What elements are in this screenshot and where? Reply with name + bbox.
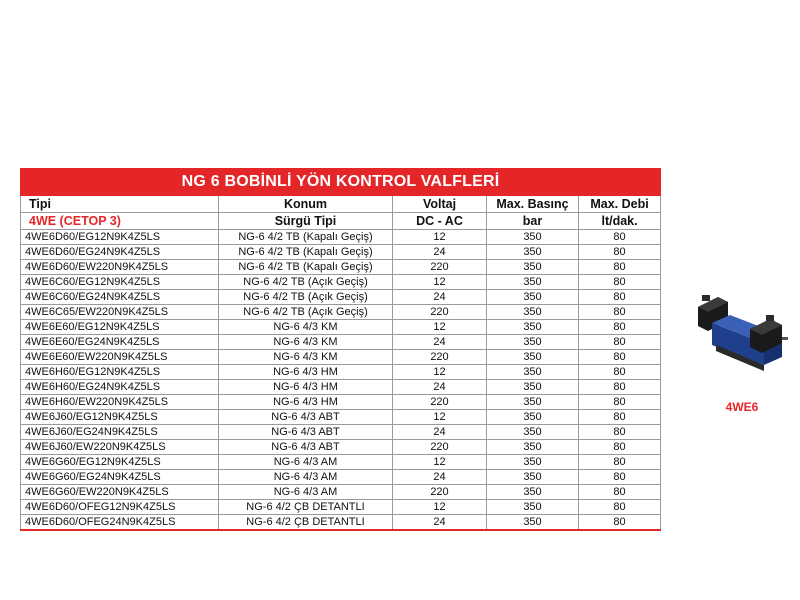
cell-pressure: 350 xyxy=(487,320,579,335)
cell-position: NG-6 4/2 TB (Açık Geçiş) xyxy=(219,290,393,305)
cell-type: 4WE6J60/EW220N9K4Z5LS xyxy=(21,440,219,455)
cell-position: NG-6 4/3 ABT xyxy=(219,440,393,455)
cell-position: NG-6 4/3 AM xyxy=(219,455,393,470)
cell-voltage: 12 xyxy=(393,365,487,380)
cell-flow: 80 xyxy=(579,455,661,470)
cell-voltage: 24 xyxy=(393,380,487,395)
cell-type: 4WE6C65/EW220N9K4Z5LS xyxy=(21,305,219,320)
cell-voltage: 12 xyxy=(393,230,487,245)
table-row xyxy=(21,395,661,410)
cell-type: 4WE6H60/EG24N9K4Z5LS xyxy=(21,380,219,395)
cell-voltage: 24 xyxy=(393,515,487,531)
cell-flow: 80 xyxy=(579,260,661,275)
cell-flow: 80 xyxy=(579,410,661,425)
table-title: NG 6 BOBİNLİ YÖN KONTROL VALFLERİ xyxy=(21,169,661,196)
cell-voltage: 24 xyxy=(393,245,487,260)
header-flow-unit: lt/dak. xyxy=(579,213,661,230)
cell-flow: 80 xyxy=(579,500,661,515)
cell-pressure: 350 xyxy=(487,500,579,515)
cell-type: 4WE6J60/EG12N9K4Z5LS xyxy=(21,410,219,425)
cell-position: NG-6 4/3 HM xyxy=(219,365,393,380)
cell-flow: 80 xyxy=(579,275,661,290)
cell-pressure: 350 xyxy=(487,440,579,455)
cell-type: 4WE6E60/EG12N9K4Z5LS xyxy=(21,320,219,335)
cell-voltage: 24 xyxy=(393,335,487,350)
cell-voltage: 220 xyxy=(393,395,487,410)
cell-voltage: 220 xyxy=(393,485,487,500)
cell-flow: 80 xyxy=(579,305,661,320)
header-max-pressure: Max. Basınç xyxy=(487,196,579,213)
cell-flow: 80 xyxy=(579,290,661,305)
cell-flow: 80 xyxy=(579,230,661,245)
cell-flow: 80 xyxy=(579,485,661,500)
cell-voltage: 220 xyxy=(393,260,487,275)
cell-voltage: 220 xyxy=(393,350,487,365)
cell-position: NG-6 4/2 TB (Açık Geçiş) xyxy=(219,305,393,320)
table-row xyxy=(21,470,661,485)
table-row xyxy=(21,335,661,350)
cell-voltage: 220 xyxy=(393,305,487,320)
cell-flow: 80 xyxy=(579,395,661,410)
table-row xyxy=(21,260,661,275)
cell-voltage: 220 xyxy=(393,440,487,455)
cell-type: 4WE6D60/EG24N9K4Z5LS xyxy=(21,245,219,260)
cell-position: NG-6 4/3 HM xyxy=(219,395,393,410)
cell-position: NG-6 4/2 TB (Açık Geçiş) xyxy=(219,275,393,290)
cell-type: 4WE6D60/EW220N9K4Z5LS xyxy=(21,260,219,275)
cell-position: NG-6 4/3 ABT xyxy=(219,425,393,440)
table-row xyxy=(21,305,661,320)
cell-pressure: 350 xyxy=(487,275,579,290)
cell-voltage: 24 xyxy=(393,425,487,440)
table-row xyxy=(21,485,661,500)
cell-position: NG-6 4/3 KM xyxy=(219,350,393,365)
cell-voltage: 12 xyxy=(393,410,487,425)
cell-pressure: 350 xyxy=(487,245,579,260)
cell-pressure: 350 xyxy=(487,365,579,380)
cell-voltage: 12 xyxy=(393,275,487,290)
cell-type: 4WE6D60/EG12N9K4Z5LS xyxy=(21,230,219,245)
cell-flow: 80 xyxy=(579,365,661,380)
cell-type: 4WE6J60/EG24N9K4Z5LS xyxy=(21,425,219,440)
cell-type: 4WE6H60/EW220N9K4Z5LS xyxy=(21,395,219,410)
table-row xyxy=(21,245,661,260)
cell-voltage: 12 xyxy=(393,455,487,470)
cell-pressure: 350 xyxy=(487,230,579,245)
table-row xyxy=(21,380,661,395)
cell-type: 4WE6G60/EG24N9K4Z5LS xyxy=(21,470,219,485)
cell-pressure: 350 xyxy=(487,515,579,531)
table-row xyxy=(21,275,661,290)
cell-type: 4WE6G60/EW220N9K4Z5LS xyxy=(21,485,219,500)
table-row xyxy=(21,455,661,470)
header-pressure-unit: bar xyxy=(487,213,579,230)
cell-position: NG-6 4/2 ÇB DETANTLI xyxy=(219,515,393,531)
cell-pressure: 350 xyxy=(487,470,579,485)
cell-type: 4WE6D60/OFEG24N9K4Z5LS xyxy=(21,515,219,531)
cell-pressure: 350 xyxy=(487,335,579,350)
cell-position: NG-6 4/3 KM xyxy=(219,335,393,350)
cell-pressure: 350 xyxy=(487,380,579,395)
header-type: Tipi xyxy=(21,196,219,213)
valve-product-image xyxy=(690,285,790,385)
cell-position: NG-6 4/2 TB (Kapalı Geçiş) xyxy=(219,245,393,260)
cell-position: NG-6 4/2 TB (Kapalı Geçiş) xyxy=(219,230,393,245)
cell-flow: 80 xyxy=(579,320,661,335)
table-row xyxy=(21,290,661,305)
table-row xyxy=(21,515,661,531)
header-position: Konum xyxy=(219,196,393,213)
cell-position: NG-6 4/3 AM xyxy=(219,485,393,500)
cell-position: NG-6 4/3 AM xyxy=(219,470,393,485)
table-row xyxy=(21,425,661,440)
cell-pressure: 350 xyxy=(487,350,579,365)
header-max-flow: Max. Debi xyxy=(579,196,661,213)
cell-pressure: 350 xyxy=(487,425,579,440)
table-row xyxy=(21,365,661,380)
cell-type: 4WE6G60/EG12N9K4Z5LS xyxy=(21,455,219,470)
header-series: 4WE (CETOP 3) xyxy=(21,213,219,230)
cell-flow: 80 xyxy=(579,425,661,440)
header-voltage-unit: DC - AC xyxy=(393,213,487,230)
cell-type: 4WE6D60/OFEG12N9K4Z5LS xyxy=(21,500,219,515)
cell-flow: 80 xyxy=(579,335,661,350)
table-row xyxy=(21,500,661,515)
cell-type: 4WE6C60/EG12N9K4Z5LS xyxy=(21,275,219,290)
header-row-1 xyxy=(21,196,661,213)
cell-flow: 80 xyxy=(579,380,661,395)
cell-position: NG-6 4/3 HM xyxy=(219,380,393,395)
cell-flow: 80 xyxy=(579,515,661,531)
cell-type: 4WE6E60/EG24N9K4Z5LS xyxy=(21,335,219,350)
table-row xyxy=(21,410,661,425)
cell-position: NG-6 4/3 KM xyxy=(219,320,393,335)
product-label: 4WE6 xyxy=(725,400,759,414)
valve-spec-table xyxy=(20,168,661,531)
table-row xyxy=(21,350,661,365)
cell-pressure: 350 xyxy=(487,305,579,320)
cell-pressure: 350 xyxy=(487,290,579,305)
header-row-2 xyxy=(21,213,661,230)
header-spool-type: Sürgü Tipi xyxy=(219,213,393,230)
cell-flow: 80 xyxy=(579,350,661,365)
cell-voltage: 12 xyxy=(393,320,487,335)
cell-pressure: 350 xyxy=(487,485,579,500)
cell-pressure: 350 xyxy=(487,455,579,470)
cell-type: 4WE6E60/EW220N9K4Z5LS xyxy=(21,350,219,365)
cell-pressure: 350 xyxy=(487,410,579,425)
cell-position: NG-6 4/2 TB (Kapalı Geçiş) xyxy=(219,260,393,275)
table-title-row xyxy=(21,169,661,196)
cell-type: 4WE6C60/EG24N9K4Z5LS xyxy=(21,290,219,305)
cell-flow: 80 xyxy=(579,245,661,260)
cell-pressure: 350 xyxy=(487,260,579,275)
table-row xyxy=(21,440,661,455)
cell-flow: 80 xyxy=(579,470,661,485)
cell-position: NG-6 4/3 ABT xyxy=(219,410,393,425)
cell-voltage: 24 xyxy=(393,470,487,485)
cell-type: 4WE6H60/EG12N9K4Z5LS xyxy=(21,365,219,380)
table-row xyxy=(21,230,661,245)
cell-pressure: 350 xyxy=(487,395,579,410)
cell-voltage: 12 xyxy=(393,500,487,515)
cell-flow: 80 xyxy=(579,440,661,455)
table-row xyxy=(21,320,661,335)
cell-voltage: 24 xyxy=(393,290,487,305)
cell-position: NG-6 4/2 ÇB DETANTLI xyxy=(219,500,393,515)
header-voltage: Voltaj xyxy=(393,196,487,213)
